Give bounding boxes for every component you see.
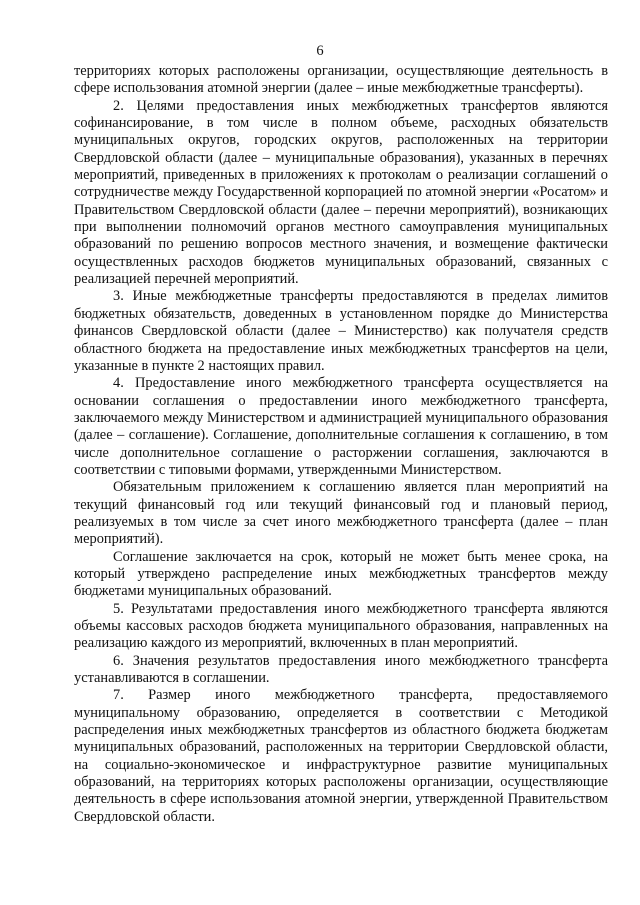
page-number: 6 [316, 43, 324, 59]
paragraph-item-3: 3. Иные межбюджетные трансферты предоставляются в пределах лимитов бюджетных обязательств, доведенных в установленном порядке до Министерства финансов Свердловской области (далее – Министерство) как получателя средств областного бюджета на предоставление иных межбюджетных трансфертов на цели, указанные в пункте 2 настоящих правил. [74, 288, 608, 374]
paragraph-item-4: 4. Предоставление иного межбюджетного трансферта осуществляется на основании соглашения о предоставлении иного межбюджетного трансферта, заключаемого между Министерством и администрацией муниципального образования (далее – соглашение). Соглашение, дополнительные соглашения к соглашению, в том числе дополнительное соглашение о расторжении соглашения, заключаются в соответствии с типовыми формами, утвержденными Министерством. [74, 375, 608, 478]
paragraph-agreement-term: Соглашение заключается на срок, который не может быть менее срока, на который утверждено распределение иных межбюджетных трансфертов между бюджетами муниципальных образований. [74, 548, 608, 600]
paragraph-item-6: 6. Значения результатов предоставления иного межбюджетного трансферта устанавливаются в соглашении. [74, 652, 608, 687]
paragraph-plan-appendix: Обязательным приложением к соглашению является план мероприятий на текущий финансовый год или текущий финансовый год и плановый период, реализуемых в том числе за счет иного межбюджетного трансферта (далее – план мероприятий). [74, 479, 608, 548]
paragraph-item-2: 2. Целями предоставления иных межбюджетных трансфертов являются софинансирование, в том числе в полном объеме, расходных обязательств муниципальных округов, городских округов, расположенных на территории Свердловской области (далее – муниципальные образования), указанных в перечнях мероприятий, приведенных в приложениях к протоколам о реализации соглашений о сотрудничестве между Государственной корпорацией по атомной энергии «Росатом» и Правительством Свердловской области (далее – перечни мероприятий), возникающих при выполнении полномочий органов местного самоуправления муниципальных образований по решению вопросов местного значения, и возмещение фактически осуществленных расходов бюджетов муниципальных образований, связанных с реализацией перечней мероприятий. [74, 97, 608, 288]
document-body [74, 63, 608, 826]
paragraph-item-5: 5. Результатами предоставления иного межбюджетного трансферта являются объемы кассовых расходов бюджета муниципального образования, направленных на реализацию каждого из мероприятий, включенных в план мероприятий. [74, 600, 608, 652]
paragraph-item-7: 7. Размер иного межбюджетного трансферта, предоставляемого муниципальному образованию, определяется в соответствии с Методикой распределения иных межбюджетных трансфертов из областного бюджета бюджетам муниципальных образований, расположенных на территории Свердловской области, на социально-экономическое и инфраструктурное развитие муниципальных образований, на территориях которых расположены организации, осуществляющие деятельность в сфере использования атомной энергии, утвержденной Правительством Свердловской области. [74, 687, 608, 825]
paragraph-continuation: территориях которых расположены организации, осуществляющие деятельность в сфере использования атомной энергии (далее – иные межбюджетные трансферты). [74, 63, 608, 97]
